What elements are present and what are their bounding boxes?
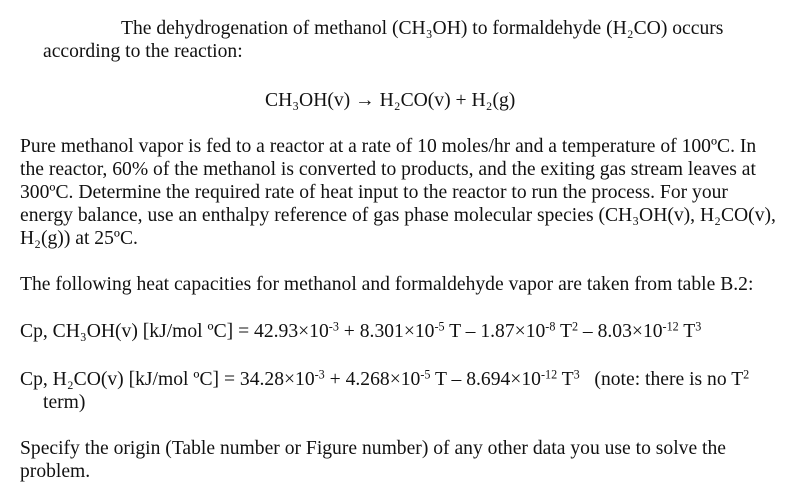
cp-methanol-exponent: -3 (328, 319, 339, 334)
cp-methanol-term: + 8.301×10 (338, 321, 435, 342)
origin-line-2: problem. (20, 461, 91, 482)
cp-formaldehyde-equation (20, 368, 749, 391)
cp-formaldehyde-exponent: -3 (314, 367, 325, 382)
heat-capacity-intro: The following heat capacities for methanol and formaldehyde vapor are taken from table B.2: (20, 274, 754, 295)
cp-methanol-label: Cp, CH₃OH(v) [kJ/mol ºC] = (20, 321, 255, 342)
cp-formaldehyde-label: Cp, H₂CO(v) [kJ/mol ºC] = (20, 369, 240, 390)
cp-methanol-exponent: 3 (695, 319, 702, 334)
cp-methanol-term: – 8.03×10 (578, 321, 663, 342)
intro-line-2: according to the reaction: (43, 41, 243, 62)
cp-formaldehyde-term: 34.28×10 (239, 369, 315, 390)
cp-formaldehyde-note: (note: there is no T (579, 369, 744, 390)
problem-line-2: the reactor, 60% of the methanol is converted to products, and the exiting gas stream leaves at (20, 159, 756, 180)
problem-line-4: energy balance, use an enthalpy reference of gas phase molecular species (CH₃OH(v), H₂CO(v), (20, 205, 776, 226)
cp-methanol-exponent: -12 (662, 319, 679, 334)
reaction-equation: CH₃OH(v) → H₂CO(v) + H₂(g) (265, 90, 516, 111)
problem-line-3: 300ºC. Determine the required rate of heat input to the reactor to run the process. For your (20, 182, 728, 203)
cp-methanol-term: T – 1.87×10 (444, 321, 546, 342)
cp-methanol-term: 42.93×10 (254, 321, 329, 342)
cp-methanol-exponent: 2 (571, 319, 579, 334)
cp-methanol-term: T (555, 321, 572, 342)
cp-formaldehyde-line-2: term) (43, 392, 86, 413)
cp-formaldehyde-term: T (557, 369, 574, 390)
cp-formaldehyde-exponent: -12 (540, 367, 558, 382)
cp-methanol-equation (20, 320, 701, 343)
cp-formaldehyde-exponent: -5 (420, 367, 431, 382)
cp-formaldehyde-exponent: 3 (573, 367, 580, 382)
cp-formaldehyde-term: T – 8.694×10 (430, 369, 541, 390)
cp-methanol-exponent: -8 (545, 319, 556, 334)
cp-formaldehyde-term: + 4.268×10 (324, 369, 421, 390)
origin-line-1: Specify the origin (Table number or Figure number) of any other data you use to solve the (20, 438, 726, 459)
cp-formaldehyde-note-exponent: 2 (743, 367, 750, 382)
intro-line-1: The dehydrogenation of methanol (CH₃OH) to formaldehyde (H₂CO) occurs (121, 18, 724, 39)
problem-line-5: H₂(g)) at 25ºC. (20, 228, 138, 249)
problem-line-1: Pure methanol vapor is fed to a reactor at a rate of 10 moles/hr and a temperature of 100ºC. In (20, 136, 757, 157)
cp-methanol-exponent: -5 (434, 319, 445, 334)
cp-methanol-term: T (678, 321, 696, 342)
